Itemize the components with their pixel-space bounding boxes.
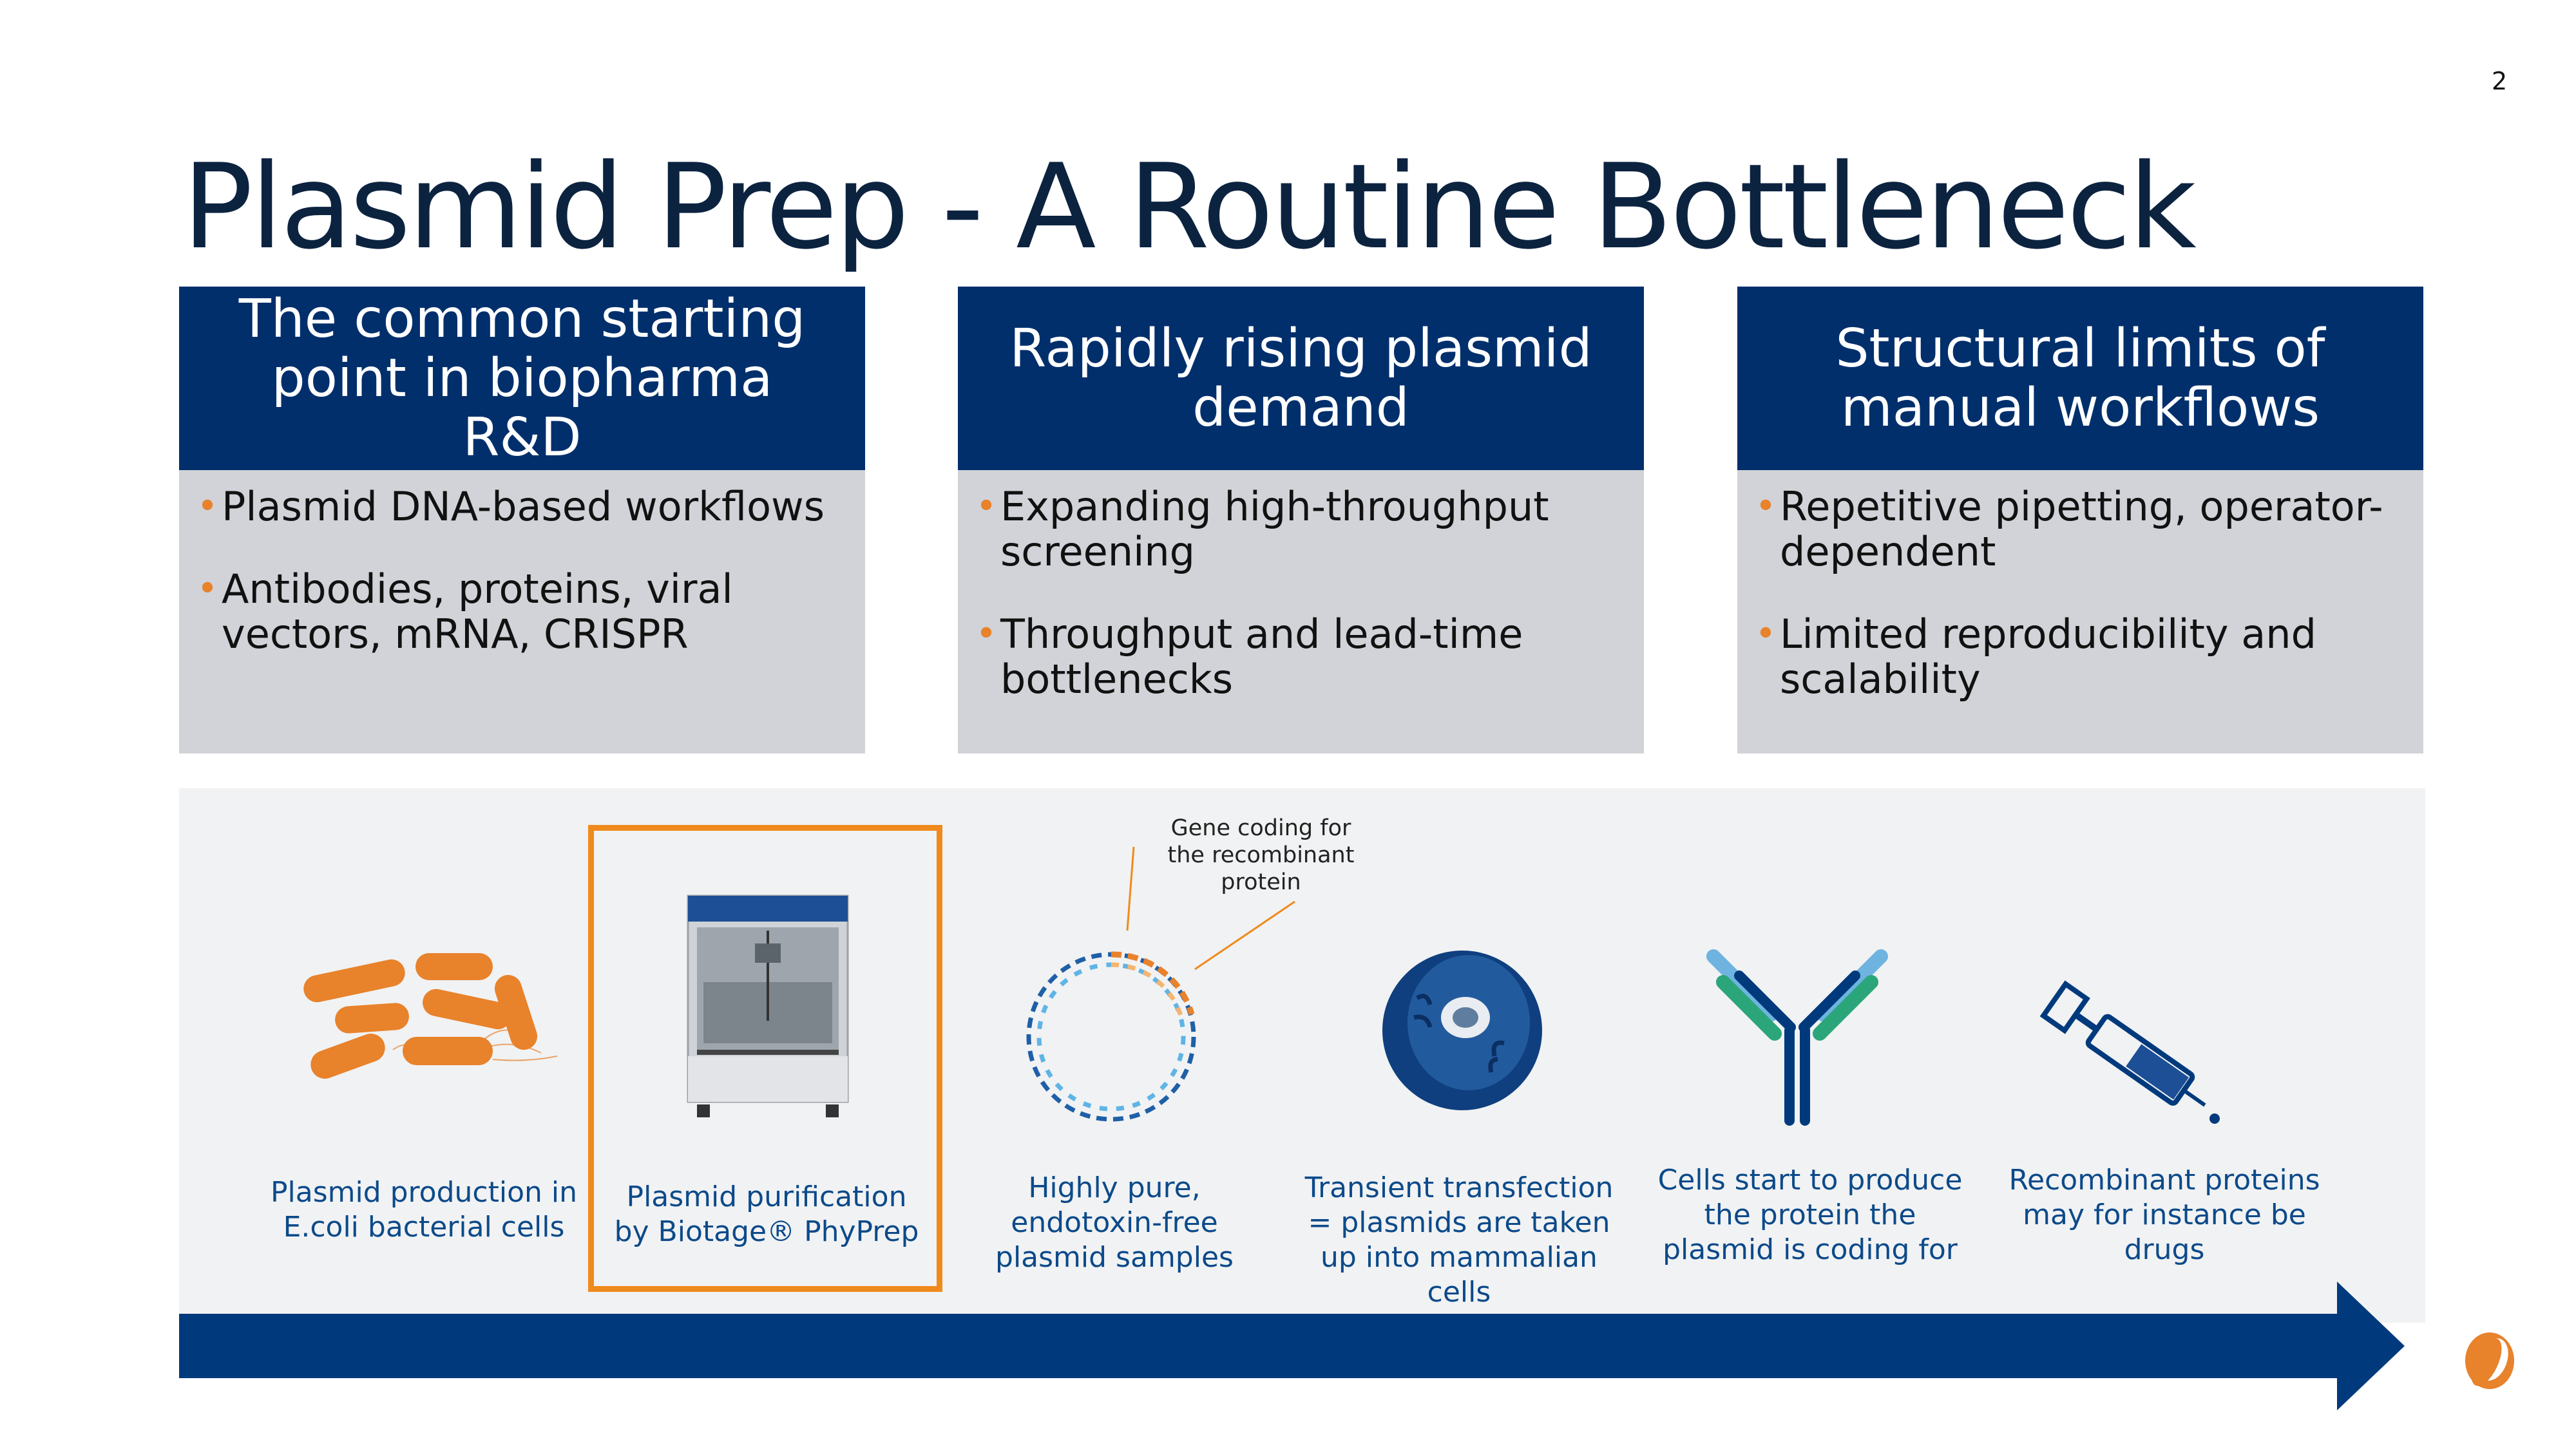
card-structural-limits bbox=[1737, 287, 2423, 753]
step-caption: Recombinant proteins may for instance be drugs bbox=[2008, 1164, 2320, 1266]
bullet-text: Antibodies, proteins, viral vectors, mRNA, CRISPR bbox=[222, 565, 733, 658]
bullet-item bbox=[972, 612, 1628, 702]
brand-logo-icon bbox=[2461, 1323, 2519, 1394]
card-heading: Structural limits of manual workflows bbox=[1737, 287, 2423, 470]
bacteria-icon bbox=[296, 940, 580, 1088]
timeline-arrow bbox=[179, 1282, 2405, 1410]
step-caption: Plasmid purification by Biotage® PhyPrep bbox=[614, 1180, 919, 1248]
step-caption: Transient transfection = plasmids are taken up into mammalian cells bbox=[1304, 1171, 1614, 1309]
bullet-dot-icon: • bbox=[975, 486, 997, 527]
step-caption: Plasmid production in E.coli bacterial cells bbox=[270, 1176, 577, 1244]
step-caption: Highly pure, endotoxin-free plasmid samples bbox=[995, 1171, 1234, 1274]
bullet-text: Repetitive pipetting, operator-dependent bbox=[1780, 483, 2383, 575]
bullet-dot-icon: • bbox=[1755, 613, 1777, 655]
page-title: Plasmid Prep - A Routine Bottleneck bbox=[182, 138, 2194, 275]
bullet-text: Expanding high-throughput screening bbox=[1000, 483, 1549, 575]
bullet-item bbox=[193, 484, 850, 529]
bullet-text: Plasmid DNA-based workflows bbox=[222, 483, 825, 530]
phyprep-instrument-icon bbox=[684, 892, 852, 1133]
bullet-dot-icon: • bbox=[196, 568, 218, 610]
bullet-text: Throughput and lead-time bottlenecks bbox=[1000, 611, 1523, 703]
plasmid-dna-icon bbox=[1015, 943, 1208, 1130]
card-rising-demand bbox=[958, 287, 1644, 753]
step-caption: Cells start to produce the protein the plasmid is coding for bbox=[1657, 1164, 1963, 1266]
card-heading: Rapidly rising plasmid demand bbox=[958, 287, 1644, 470]
card-heading: The common starting point in biopharma R&D bbox=[179, 287, 865, 470]
bullet-item bbox=[193, 567, 850, 657]
bullet-text: Limited reproducibility and scalability bbox=[1780, 611, 2316, 703]
mammalian-cell-icon bbox=[1379, 947, 1546, 1114]
antibody-icon bbox=[1701, 943, 1894, 1130]
bullet-item bbox=[1751, 484, 2408, 574]
bullet-dot-icon: • bbox=[1755, 486, 1777, 527]
bullet-item bbox=[1751, 612, 2408, 702]
page-number: 2 bbox=[2492, 67, 2508, 95]
card-starting-point bbox=[179, 287, 865, 753]
gene-coding-label: Gene coding for the recombinant protein bbox=[1167, 815, 1355, 895]
syringe-icon bbox=[2023, 969, 2229, 1130]
bullet-dot-icon: • bbox=[196, 486, 218, 527]
bullet-item bbox=[972, 484, 1628, 574]
bullet-dot-icon: • bbox=[975, 613, 997, 655]
